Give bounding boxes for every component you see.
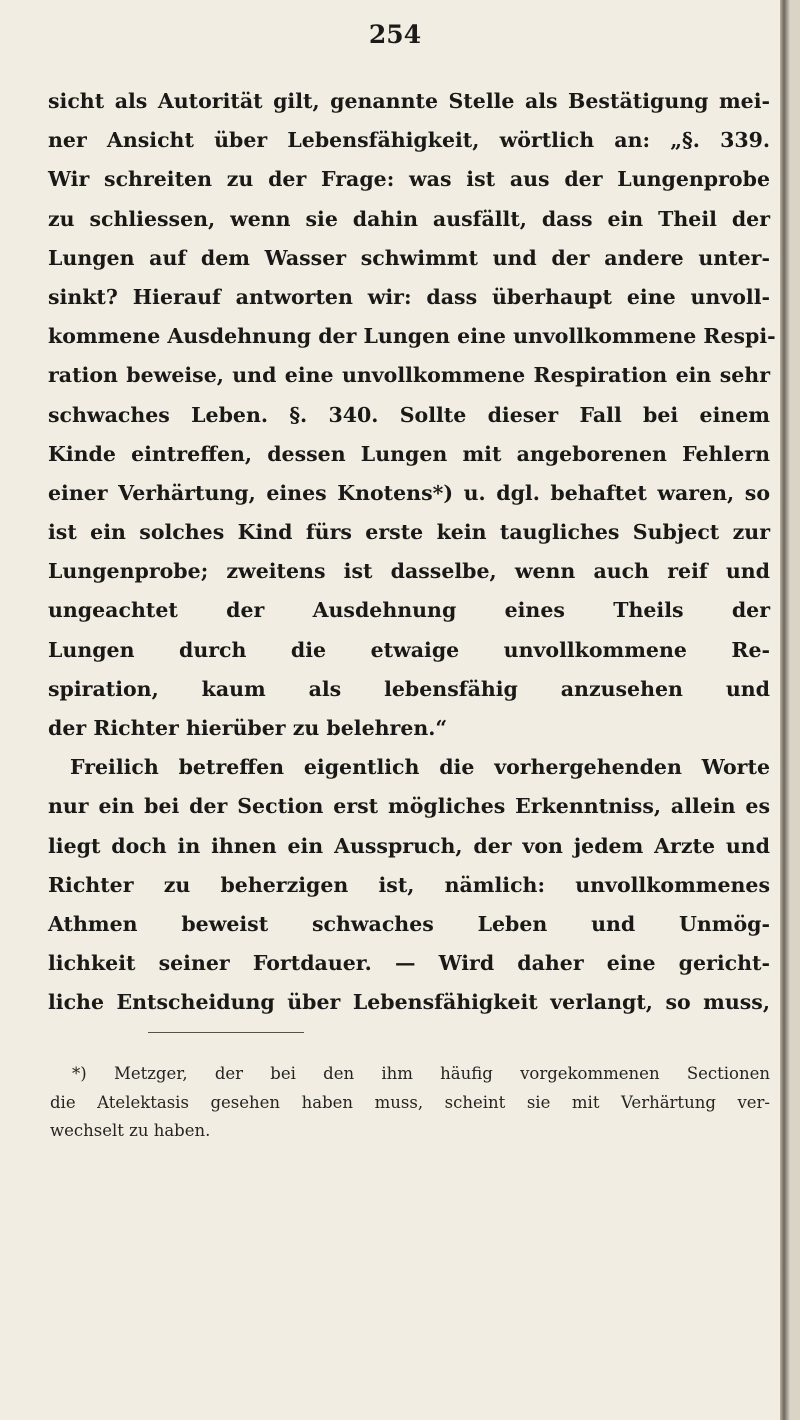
footnote bbox=[50, 1060, 770, 1146]
footnote-line-1: *) Metzger, der bei den ihm häufig vorgekommenen Sectionen bbox=[72, 1064, 770, 1083]
page-number: 254 bbox=[368, 20, 422, 49]
footnote-divider bbox=[148, 1032, 304, 1033]
text-line-24: liche Entscheidung über Lebensfähigkeit verlangt, so muss, bbox=[48, 990, 770, 1015]
text-line-1: sicht als Autorität gilt, genannte Stelle als Bestätigung mei- bbox=[48, 89, 770, 113]
text-line-10: Kinde eintreffen, dessen Lungen mit angeborenen Fehlern bbox=[48, 441, 770, 466]
text-line-21: Richter zu beherzigen ist, nämlich: unvollkommenes bbox=[48, 872, 770, 897]
text-line-8: ration beweise, und eine unvollkommene Respiration ein sehr bbox=[48, 363, 770, 388]
text-line-5: Lungen auf dem Wasser schwimmt und der andere unter- bbox=[48, 245, 770, 270]
text-line-16: spiration, kaum als lebensfähig anzusehen und bbox=[48, 676, 770, 701]
footnote-line-3: wechselt zu haben. bbox=[50, 1121, 211, 1140]
text-line-22: Athmen beweist schwaches Leben und Unmög- bbox=[48, 911, 770, 936]
text-line-6: sinkt? Hierauf antworten wir: dass überhaupt eine unvoll- bbox=[48, 284, 770, 309]
text-line-7: kommene Ausdehnung der Lungen eine unvollkommene Respi- bbox=[48, 324, 776, 349]
text-line-12: ist ein solches Kind fürs erste kein taugliches Subject zur bbox=[48, 520, 770, 545]
text-line-17: der Richter hierüber zu belehren.“ bbox=[48, 716, 448, 740]
text-line-3: Wir schreiten zu der Frage: was ist aus der Lungenprobe bbox=[48, 167, 770, 192]
text-line-15: Lungen durch die etwaige unvollkommene Re- bbox=[48, 637, 770, 662]
text-line-2: ner Ansicht über Lebensfähigkeit, wörtlich an: „§. 339. bbox=[48, 128, 770, 153]
page-edge-shadow bbox=[780, 0, 790, 1420]
text-line-13: Lungenprobe; zweitens ist dasselbe, wenn auch reif und bbox=[48, 559, 770, 584]
text-line-18: Freilich betreffen eigentlich die vorhergehenden Worte bbox=[70, 755, 770, 780]
text-line-23: lichkeit seiner Fortdauer. — Wird daher eine gericht- bbox=[48, 951, 770, 976]
text-line-9: schwaches Leben. §. 340. Sollte dieser Fall bei einem bbox=[48, 402, 770, 427]
text-line-11: einer Verhärtung, eines Knotens*) u. dgl. behaftet waren, so bbox=[48, 480, 770, 505]
text-line-14: ungeachtet der Ausdehnung eines Theils der bbox=[48, 598, 770, 623]
text-line-4: zu schliessen, wenn sie dahin ausfällt, dass ein Theil der bbox=[48, 206, 770, 231]
main-text bbox=[48, 82, 776, 1023]
text-line-20: liegt doch in ihnen ein Ausspruch, der von jedem Arzte und bbox=[48, 833, 770, 858]
footnote-line-2: die Atelektasis gesehen haben muss, scheint sie mit Verhärtung ver- bbox=[50, 1092, 770, 1112]
text-line-19: nur ein bei der Section erst mögliches Erkenntniss, allein es bbox=[48, 794, 770, 819]
